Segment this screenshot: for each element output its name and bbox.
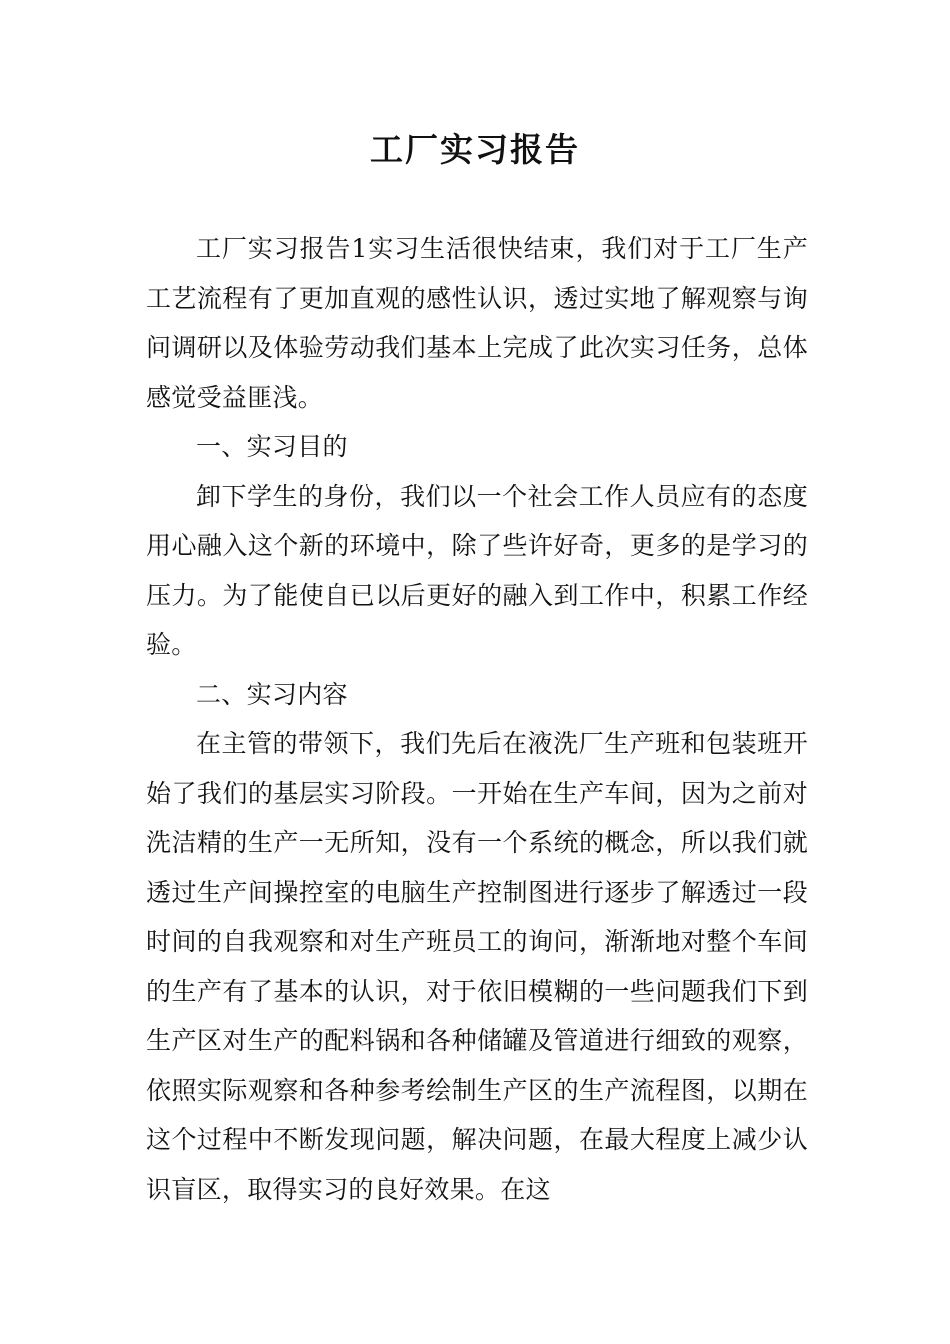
paragraph-intro: 工厂实习报告1实习生活很快结束，我们对于工厂生产工艺流程有了更加直观的感性认识，透过实地了解观察与询问调研以及体验劳动我们基本上完成了此次实习任务，总体感觉受益匪浅。 [146, 234, 808, 412]
section-heading-purpose: 一、实习目的 [196, 432, 348, 461]
paragraph-purpose: 卸下学生的身份，我们以一个社会工作人员应有的态度用心融入这个新的环境中，除了些许好奇，更多的是学习的压力。为了能使自已以后更好的融入到工作中，积累工作经验。 [146, 481, 808, 659]
paragraph-content: 在主管的带领下，我们先后在液洗厂生产班和包装班开始了我们的基层实习阶段。一开始在生产车间，因为之前对洗洁精的生产一无所知，没有一个系统的概念，所以我们就透过生产间操控室的电脑生产控制图进行逐步了解透过一段时间的自我观察和对生产班员工的询问，渐渐地对整个车间的生产有了基本的认识，对于依旧模糊的一些问题我们下到生产区对生产的配料锅和各种储罐及管道进行细致的观察，依照实际观察和各种参考绘制生产区的生产流程图，以期在这个过程中不断发现问题，解决问题，在最大程度上减少认识盲区，取得实习的良好效果。在这 [146, 729, 808, 1204]
document-title: 工厂实习报告 [370, 130, 580, 169]
section-heading-content: 二、实习内容 [196, 679, 348, 709]
document-body [146, 224, 808, 1214]
